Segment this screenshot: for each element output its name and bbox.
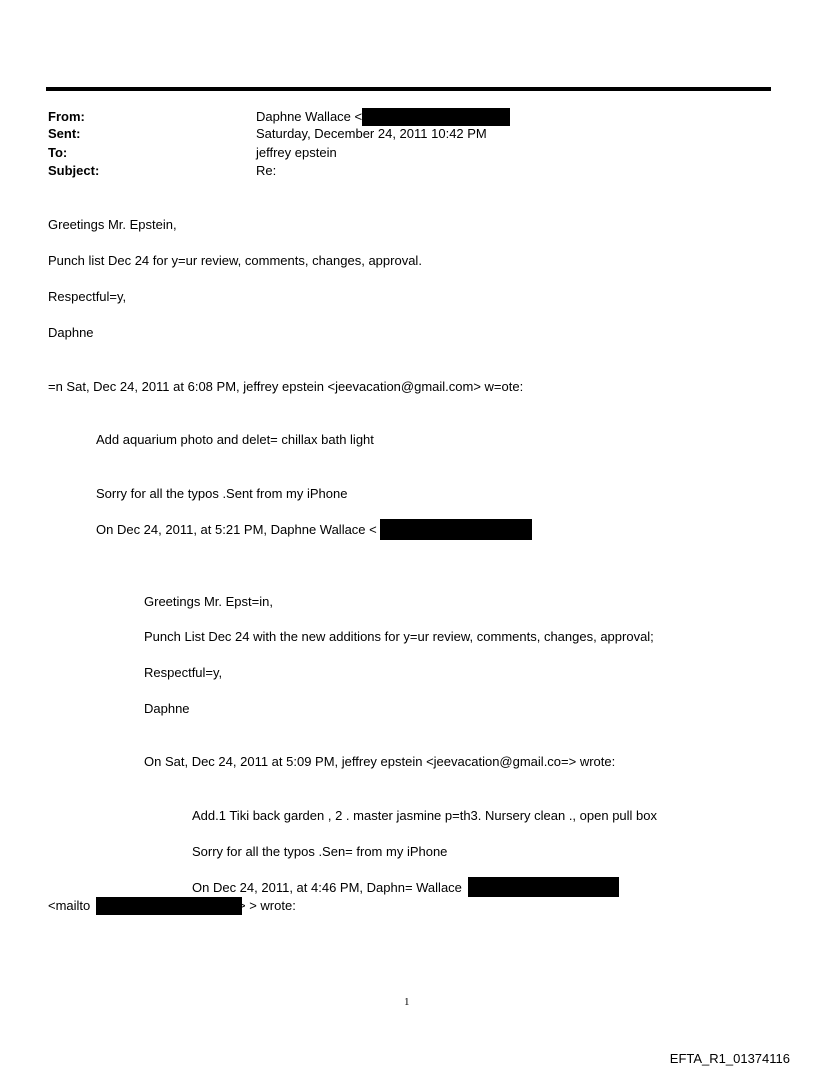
quoted-line: Sorry for all the typos .Sent from my iPhone	[96, 486, 348, 501]
greeting: Greetings Mr. Epstein,	[48, 217, 177, 232]
quoted-greeting: Greetings Mr. Epst=in,	[144, 594, 273, 609]
subject-label: Subject:	[48, 163, 100, 178]
signoff: Respectful=y,	[48, 289, 127, 304]
quote-header: On Sat, Dec 24, 2011 at 5:09 PM, jeffrey epstein <jeevacation@gmail.co=> wrote:	[144, 754, 616, 769]
top-rule	[46, 87, 771, 91]
body-line: Punch list Dec 24 for y=ur review, comments, changes, approval.	[48, 253, 422, 268]
redaction-box	[468, 877, 619, 897]
document-id: EFTA_R1_01374116	[669, 1051, 790, 1066]
quoted-line: Sorry for all the typos .Sen= from my iPhone	[192, 844, 448, 859]
mailto-suffix: > > wrote:	[238, 898, 296, 913]
redaction-box	[380, 519, 532, 540]
quoted-name: Daphne	[144, 701, 190, 716]
to-value: jeffrey epstein	[256, 145, 337, 160]
quoted-line: On Dec 24, 2011, at 4:46 PM, Daphn= Wallace	[192, 880, 462, 895]
sender-name: Daphne	[48, 325, 94, 340]
sent-value: Saturday, December 24, 2011 10:42 PM	[256, 126, 487, 141]
quoted-line: Add aquarium photo and delet= chillax bath light	[96, 432, 374, 447]
quoted-line: Punch List Dec 24 with the new additions for y=ur review, comments, changes, approval;	[144, 629, 654, 644]
to-label: To:	[48, 145, 68, 160]
quote-header: =n Sat, Dec 24, 2011 at 6:08 PM, jeffrey epstein <jeevacation@gmail.com> w=ote:	[48, 379, 524, 394]
page-number: 1	[404, 996, 410, 1008]
from-label: From:	[48, 109, 85, 124]
quoted-signoff: Respectful=y,	[144, 665, 223, 680]
mailto-prefix: <mailto	[48, 898, 91, 913]
redaction-box	[96, 897, 242, 915]
quoted-line: On Dec 24, 2011, at 5:21 PM, Daphne Wallace <	[96, 522, 377, 537]
quoted-line: Add.1 Tiki back garden , 2 . master jasmine p=th3. Nursery clean ., open pull box	[192, 808, 657, 823]
redaction-box	[362, 108, 510, 126]
subject-value: Re:	[256, 163, 277, 178]
from-value: Daphne Wallace <	[256, 109, 363, 124]
sent-label: Sent:	[48, 126, 81, 141]
